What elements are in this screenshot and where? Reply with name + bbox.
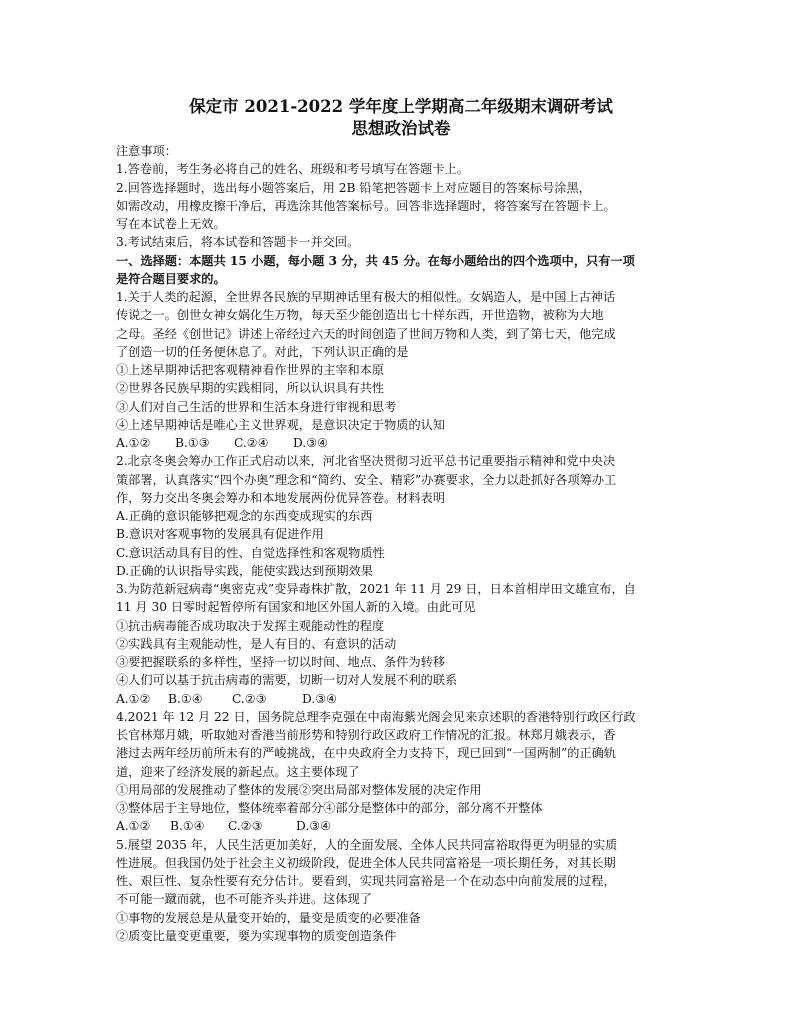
notice-line: 1.答卷前，考生务必将自己的姓名、班级和考号填写在答题卡上。 (116, 162, 469, 177)
question-stem: 2.北京冬奥会筹办工作正式启动以来，河北省坚决贯彻习近平总书记重要指示精神和党中央决 (116, 454, 616, 469)
section-heading (116, 252, 686, 289)
section-heading-line: 一、选择题：本题共 15 小题，每小题 3 分，共 45 分。在每小题给出的四个选项中，只有一项 (116, 253, 635, 268)
option-c: C.②④ (234, 436, 269, 450)
exam-title: 保定市 2021-2022 学年度上学期高二年级期末调研考试 (189, 97, 613, 116)
option-a: A.①② (116, 819, 151, 834)
statement-item: ③人们对自己生活的世界和生活本身进行审视和思考 (116, 399, 397, 414)
question-stem: 作，努力交出冬奥会筹办和本地发展两份优异答卷。材料表明 (116, 490, 446, 505)
option-a: A.①② (116, 436, 151, 450)
option-d: D.③④ (302, 691, 338, 706)
question-stem: 3.为防范新冠病毒“奥密克戎”变异毒株扩散，2021 年 11 月 29 日，日本首相岸田文雄宣布，自 (116, 582, 636, 596)
statement-item: ①上述早期神话把客观精神看作世界的主宰和本原 (116, 363, 385, 377)
statement-item: ④人们可以基于抗击病毒的需要，切断一切对人发展不利的联系 (116, 673, 458, 688)
question-2 (116, 452, 686, 580)
choice-b: B.意识对客观事物的发展具有促进作用 (116, 527, 324, 542)
notice-line: 2.回答选择题时，选出每小题答案后，用 2B 铅笔把答题卡上对应题目的答案标号涂黑， (116, 180, 591, 195)
notice-block (116, 142, 686, 252)
question-stem: 1.关于人类的起源，全世界各民族的早期神话里有极大的相似性。女娲造人，是中国上古神话 (116, 290, 616, 304)
option-d: D.③④ (293, 436, 329, 450)
question-4 (116, 708, 686, 836)
answer-options (116, 690, 686, 708)
question-stem: 传说之一。创世女神女娲化生万物，每天至少能创造出七十样东西，开世造物，被称为大地 (116, 308, 604, 323)
statement-item: ①用局部的发展推动了整体的发展②突出局部对整体发展的决定作用 (116, 782, 482, 797)
notice-heading: 注意事项： (116, 144, 177, 158)
question-stem: 5.展望 2035 年，人民生活更加美好，人的全面发展、全体人民共同富裕取得更为明显的实质 (116, 837, 618, 852)
statement-item: ②世界各民族早期的实践相同，所以认识具有共性 (116, 381, 385, 396)
statement-item: ③整体居于主导地位，整体统率着部分④部分是整体中的部分，部分离不开整体 (116, 801, 543, 815)
question-1 (116, 288, 686, 452)
exam-subtitle: 思想政治试卷 (351, 119, 451, 138)
notice-line: 如需改动，用橡皮擦干净后，再选涂其他答案标号。回答非选择题时，将答案写在答题卡上。 (116, 198, 616, 213)
question-stem: 11 月 30 日零时起暂停所有国家和地区外国人新的入境。由此可见 (116, 600, 476, 615)
option-d: D.③④ (296, 819, 332, 834)
answer-options (116, 817, 686, 835)
statement-item: ③要把握联系的多样性，坚持一切以时间、地点、条件为转移 (116, 655, 446, 669)
section-heading-line: 是符合题目要求的。 (116, 271, 226, 286)
option-c: C.②③ (228, 819, 263, 834)
question-stem: 不可能一蹴而就，也不可能齐头并进。这体现了 (116, 892, 372, 907)
question-stem: 4.2021 年 12 月 22 日，国务院总理李克强在中南海紫光阁会见来京述职的香港特别行政区行政 (116, 709, 636, 724)
question-stem: 策部署，认真落实“四个办奥”理念和“简约、安全、精彩”办赛要求，全力以赴抓好各项筹办工 (116, 472, 617, 487)
question-3 (116, 580, 686, 708)
choice-d: D.正确的认识指导实践，能使实践达到预期效果 (116, 563, 373, 578)
question-stem: 长官林郑月娥，听取她对香港当前形势和特别行政区政府工作情况的汇报。林郑月娥表示，香 (116, 728, 616, 742)
question-stem: 了创造一切的任务便休息了。对此，下列认识正确的是 (116, 344, 409, 359)
choice-a: A.正确的意识能够把观念的东西变成现实的东西 (116, 509, 373, 523)
option-b: B.①③ (175, 436, 210, 450)
answer-options (116, 434, 686, 452)
statement-item: ①抗击病毒能否成功取决于发挥主观能动性的程度 (116, 618, 385, 633)
option-c: C.②③ (232, 691, 267, 706)
exam-page (116, 96, 686, 945)
choice-c: C.意识活动具有目的性、自觉选择性和客观物质性 (116, 545, 385, 560)
question-stem: 道，迎来了经济发展的新起点。这主要体现了 (116, 764, 360, 779)
question-5 (116, 836, 686, 946)
question-stem: 性、艰巨性、复杂性要有充分估计。要看到，实现共同富裕是一个在动态中向前发展的过程， (116, 874, 616, 888)
question-stem: 之母。圣经《创世记》讲述上帝经过六天的时间创造了世间万物和人类，到了第七天，他完成 (116, 326, 616, 341)
question-stem: 性进展。但我国仍处于社会主义初级阶段，促进全体人民共同富裕是一项长期任务，对其长期 (116, 855, 616, 870)
question-stem: 港过去两年经历前所未有的严峻挑战，在中央政府全力支持下，现已回到“一国两制”的正确轨 (116, 746, 616, 761)
option-b: B.①④ (170, 819, 205, 834)
notice-line: 写在本试卷上无效。 (116, 217, 226, 231)
notice-line: 3.考试结束后，将本试卷和答题卡一并交回。 (116, 235, 360, 250)
option-a: A.①② (116, 691, 151, 706)
statement-item: ④上述早期神话是唯心主义世界观，是意识决定于物质的认知 (116, 417, 446, 432)
statement-item: ①事物的发展总是从量变开始的，量变是质变的必要准备 (116, 910, 421, 925)
statement-item: ②质变比量变更重要，要为实现事物的质变创造条件 (116, 928, 397, 943)
statement-item: ②实践具有主观能动性，是人有目的、有意识的活动 (116, 636, 397, 651)
option-b: B.①④ (168, 691, 203, 706)
